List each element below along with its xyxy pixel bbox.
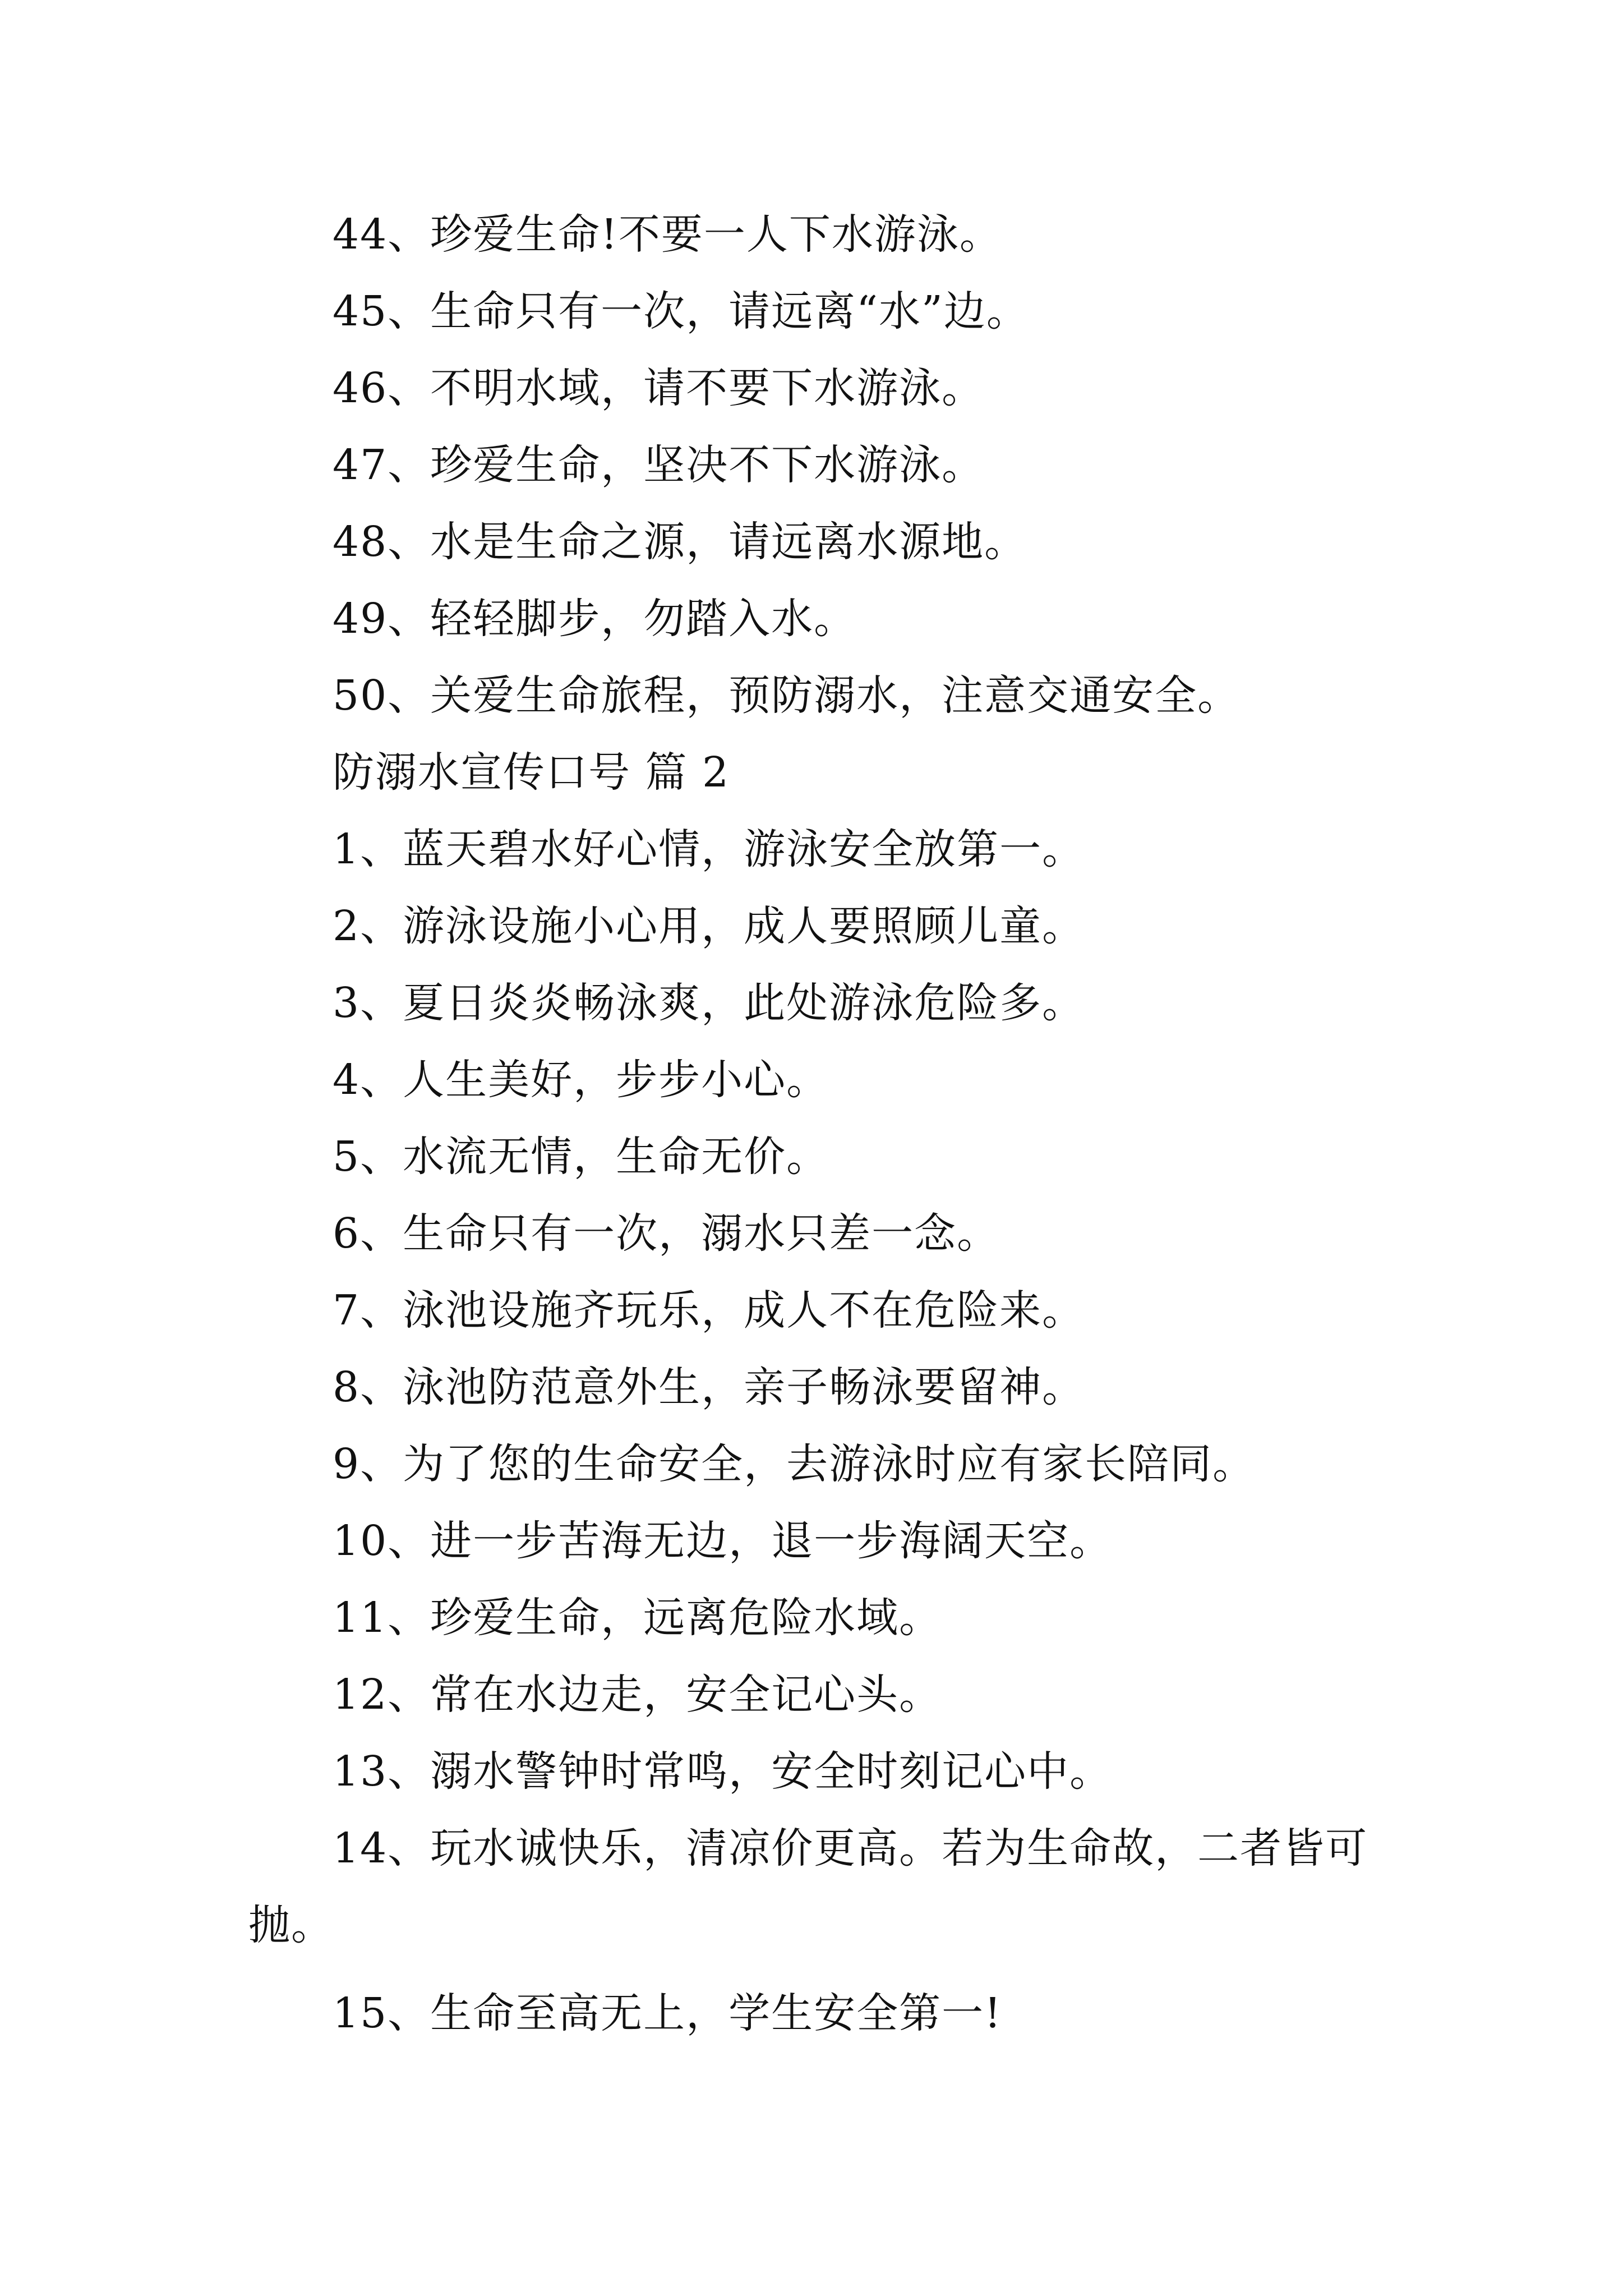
slogan-line-45: 45、生命只有一次，请远离“水”边。: [333, 287, 1029, 335]
slogan-line-46: 46、不明水域，请不要下水游泳。: [333, 364, 985, 412]
slogan-paragraph-14: [248, 1810, 1387, 1964]
slogan-line-12: 12、常在水边走，安全记心头。: [333, 1671, 942, 1719]
slogan-line-4: 4、人生美好，步步小心。: [333, 1056, 829, 1104]
section-heading: 防溺水宣传口号 篇 2: [333, 748, 730, 797]
slogan-line-50: 50、关爱生命旅程，预防溺水，注意交通安全。: [333, 671, 1241, 720]
document-body: [248, 196, 1387, 2052]
slogan-line-49: 49、轻轻脚步，勿踏入水。: [333, 595, 857, 643]
slogan-line-14-first: 14、玩水诚快乐，清凉价更高。若为生命故，二者皆可: [333, 1824, 1368, 1872]
slogan-line-10: 10、进一步苦海无边，退一步海阔天空。: [333, 1517, 1113, 1565]
slogan-line-48: 48、水是生命之源，请远离水源地。: [333, 518, 1027, 566]
slogan-line-9: 9、为了您的生命安全，去游泳时应有家长陪同。: [333, 1440, 1256, 1488]
slogan-line-44: 44、珍爱生命!不要一人下水游泳。: [333, 210, 1002, 259]
slogan-line-1: 1、蓝天碧水好心情，游泳安全放第一。: [333, 825, 1085, 873]
slogan-line-13: 13、溺水警钟时常鸣，安全时刻记心中。: [333, 1747, 1113, 1796]
slogan-line-15: 15、生命至高无上，学生安全第一!: [333, 1989, 1002, 2037]
slogan-line-6: 6、生命只有一次，溺水只差一念。: [333, 1209, 1000, 1258]
slogan-line-3: 3、夏日炎炎畅泳爽，此处游泳危险多。: [333, 979, 1085, 1027]
slogan-line-11: 11、珍爱生命，远离危险水域。: [333, 1594, 942, 1642]
slogan-line-7: 7、泳池设施齐玩乐，成人不在危险来。: [333, 1286, 1085, 1335]
slogan-line-8: 8、泳池防范意外生，亲子畅泳要留神。: [333, 1363, 1085, 1411]
slogan-line-47: 47、珍爱生命，坚决不下水游泳。: [333, 441, 985, 489]
slogan-line-2: 2、游泳设施小心用，成人要照顾儿童。: [333, 902, 1085, 950]
slogan-line-5: 5、水流无情，生命无价。: [333, 1133, 829, 1181]
slogan-line-14-second: 抛。: [248, 1901, 334, 1949]
